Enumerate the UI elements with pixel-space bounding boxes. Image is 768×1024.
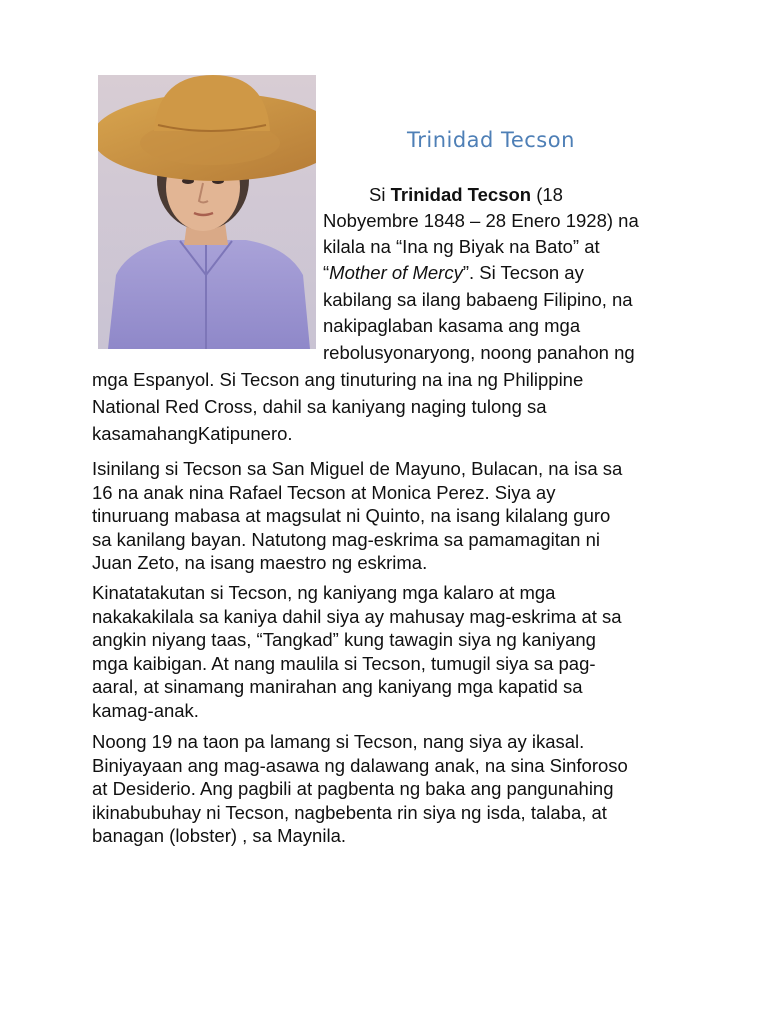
paragraph-line: kamag-anak. <box>92 699 199 721</box>
paragraph-line: mga kaibigan. At nang maulila si Tecson, tumugil siya sa pag- <box>92 652 596 674</box>
intro-line-1-prefix: Si <box>369 184 391 205</box>
intro-line-10: kasamahangKatipunero. <box>92 423 293 444</box>
paragraph-line: Noong 19 na taon pa lamang si Tecson, nang siya ay ikasal. <box>92 731 585 752</box>
paragraph-line: angkin niyang taas, “Tangkad” kung tawagin siya ng kaniyang <box>92 629 596 650</box>
paragraph-line: nakakakilala sa kaniya dahil siya ay mahusay mag-eskrima at sa <box>92 605 622 627</box>
paragraph-line: aaral, at sinamang manirahan ang kaniyang mga kapatid sa <box>92 676 583 697</box>
intro-line-9: National Red Cross, dahil sa kaniyang naging tulong sa <box>92 396 547 417</box>
intro-line-8: mga Espanyol. Si Tecson ang tinuturing na ina ng Philippine <box>92 369 584 390</box>
paragraph-tangkad <box>92 581 692 722</box>
intro-line-2: Nobyembre 1848 – 28 Enero 1928) na <box>323 210 639 231</box>
intro-line-7: rebolusyonaryong, noong panahon ng <box>323 342 635 363</box>
paragraph-line: sa kanilang bayan. Natutong mag-eskrima sa pamamagitan ni <box>92 528 601 550</box>
paragraph-line: 16 na anak nina Rafael Tecson at Monica Perez. Siya ay <box>92 481 556 503</box>
paragraph-line: tinuruang mabasa at magsulat ni Quinto, na isang kilalang guro <box>92 505 611 526</box>
intro-line-4-suffix: ”. Si Tecson ay <box>462 262 584 283</box>
paragraph-line: Kinatatakutan si Tecson, ng kaniyang mga kalaro at mga <box>92 582 556 603</box>
page-title: Trinidad Tecson <box>407 128 575 152</box>
paragraph-line: Biniyayaan ang mag-asawa ng dalawang anak, na sina Sinforoso <box>92 754 628 776</box>
paragraph-birth <box>92 457 692 575</box>
mother-of-mercy-text: Mother of Mercy <box>329 262 463 283</box>
paragraph-line: banagan (lobster) , sa Maynila. <box>92 825 346 846</box>
intro-line-4-prefix: “ <box>323 262 330 283</box>
paragraph-line: Isinilang si Tecson sa San Miguel de Mayuno, Bulacan, na isa sa <box>92 458 623 479</box>
subject-name: Trinidad Tecson <box>390 184 532 205</box>
intro-line-3: kilala na “Ina ng Biyak na Bato” at <box>323 236 600 257</box>
intro-line-6: nakipaglaban kasama ang mga <box>323 315 581 336</box>
intro-line-4 <box>323 260 584 286</box>
paragraph-line: ikinabubuhay ni Tecson, nagbebenta rin siya ng isda, talaba, at <box>92 801 607 823</box>
paragraph-marriage <box>92 730 692 848</box>
intro-line-1 <box>369 182 563 208</box>
paragraph-line: Juan Zeto, na isang maestro ng eskrima. <box>92 552 428 573</box>
intro-line-5: kabilang sa ilang babaeng Filipino, na <box>323 289 633 310</box>
paragraph-line: at Desiderio. Ang pagbili at pagbenta ng baka ang pangunahing <box>92 778 614 799</box>
portrait-image <box>98 75 316 349</box>
intro-line-1-suffix: (18 <box>531 184 563 205</box>
